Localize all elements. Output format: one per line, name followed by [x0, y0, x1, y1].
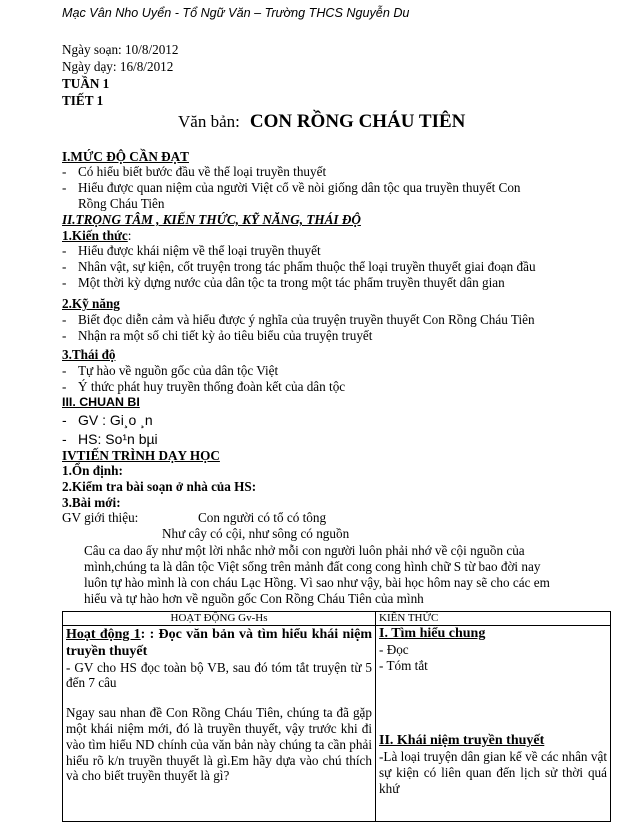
table-row [63, 626, 611, 822]
step-1: 1.Ổn định: [62, 463, 123, 478]
attitude-heading: 3.Thái độ [62, 347, 116, 362]
prep-item: - HS: So¹n bµi [62, 431, 158, 447]
col-header-knowledge: KIẾN THỨC [376, 612, 611, 626]
intro-paragraph-line: Câu ca dao ấy như một lời nhắc nhở mỗi con người luôn phải nhớ về cội nguồn của [84, 543, 525, 558]
sec2-heading: II.TRỌNG TÂM , KIẾN THỨC, KỸ NĂNG, THÁI ĐỘ [62, 212, 361, 227]
knowledge-item: - Nhân vật, sự kiện, cốt truyện trong tác phẩm thuộc thể loại truyền thuyết giai đoạn đầu [62, 259, 536, 274]
knowledge-cell [376, 626, 611, 822]
activity-paragraph: Ngay sau nhan đề Con Rồng Cháu Tiên, chúng ta đã gặp một khái niệm mới, đó là truyền thuyết, vậy trước khi đi vào tìm hiểu ND chính của văn bản này chúng ta cần phải hiểu rõ k/n truyền thuyết là gì.Em hãy dựa vào chú thích và cho biết truyền thuyết là gì? [66, 705, 372, 784]
gv-intro-label: GV giới thiệu: [62, 510, 139, 525]
knowledge-line: - Đọc [379, 641, 409, 657]
activity-heading-label: Hoạt động 1 [66, 627, 141, 642]
activity-heading-block [66, 626, 372, 660]
activity-table [62, 611, 611, 822]
prep-item: - GV : Gi¸o ¸n [62, 412, 153, 428]
date-prepared: Ngày soạn: 10/8/2012 [62, 42, 179, 57]
attitude-item: - Ý thức phát huy truyền thống đoàn kết của dân tộc [62, 379, 346, 394]
sec3-heading: III. CHUAN BI [62, 395, 140, 409]
poem-line-2: Như cây có cội, như sông có nguồn [162, 526, 350, 541]
activity-heading-text: : : Đọc văn bản và tìm hiểu khái niệm truyền thuyết [66, 627, 372, 659]
skills-item: - Nhận ra một số chi tiết kỳ ảo tiêu biểu của truyện truyết [62, 328, 373, 343]
poem-line-1: Con người có tổ có tông [198, 510, 327, 525]
step-3: 3.Bài mới: [62, 495, 121, 510]
title-label: Văn bản: [178, 112, 240, 131]
intro-paragraph-line: luôn tự hào mình là con cháu Lạc Hồng. Vì sao như vậy, bài học hôm nay sẽ cho các em [84, 575, 550, 590]
week-label: TUẦN 1 [62, 76, 110, 91]
sec4-heading: IVTIẾN TRÌNH DẠY HỌC [62, 448, 220, 463]
knowledge-paragraph: -Là loại truyện dân gian kể về các nhân vật sự kiện có liên quan đến lịch sử thời quá khứ [379, 749, 607, 796]
intro-paragraph-line: hiểu và tự hào hơn về nguồn gốc Con Rồng Cháu Tiên của mình [84, 591, 424, 606]
sec1-item: - Có hiểu biết bước đầu về thể loại truyền thuyết [62, 164, 327, 179]
running-header: Mạc Vân Nho Uyển - Tổ Ngữ Văn – Trường THCS Nguyễn Du [62, 6, 410, 20]
col-header-activities: HOẠT ĐỘNG Gv-Hs [63, 612, 376, 626]
knowledge-line: - Tóm tắt [379, 657, 428, 673]
activity-paragraph: - GV cho HS đọc toàn bộ VB, sau đó tóm tắt truyện từ 5 đến 7 câu [66, 659, 372, 691]
table-header-row [63, 612, 611, 626]
lesson-label: TIẾT 1 [62, 93, 104, 108]
activity-cell [63, 626, 376, 822]
title-name: CON RỒNG CHÁU TIÊN [249, 111, 466, 132]
date-taught: Ngày dạy: 16/8/2012 [62, 59, 174, 74]
knowledge-heading-2: II. Khái niệm truyền thuyết [379, 733, 545, 749]
sec1-item-cont: Rồng Cháu Tiên [78, 196, 165, 211]
sec1-heading: I.MỨC ĐỘ CẦN ĐẠT [62, 149, 189, 164]
sec1-item: - Hiểu được quan niệm của người Việt cổ về nòi giống dân tộc qua truyền thuyết Con [62, 180, 521, 195]
knowledge-heading-1: I. Tìm hiểu chung [379, 626, 486, 641]
intro-paragraph-line: mình,chúng ta là dân tộc Việt sống trên mảnh đất cong cong hình chữ S từ bao đời nay [84, 559, 541, 574]
knowledge-item: - Một thời kỳ dựng nước của dân tộc ta trong một tác phẩm truyền thuyết dân gian [62, 275, 505, 290]
step-2: 2.Kiểm tra bài soạn ở nhà của HS: [62, 479, 257, 494]
lesson-title [178, 111, 465, 133]
skills-heading: 2.Kỹ năng [62, 296, 120, 311]
knowledge-heading: 1.Kiến thức: [62, 228, 132, 243]
skills-item: - Biết đọc diễn cảm và hiểu được ý nghĩa của truyện truyền thuyết Con Rồng Cháu Tiên [62, 312, 535, 327]
knowledge-item: - Hiểu được khái niệm về thể loại truyền thuyết [62, 243, 321, 258]
attitude-item: - Tự hào về nguồn gốc của dân tộc Việt [62, 363, 279, 378]
